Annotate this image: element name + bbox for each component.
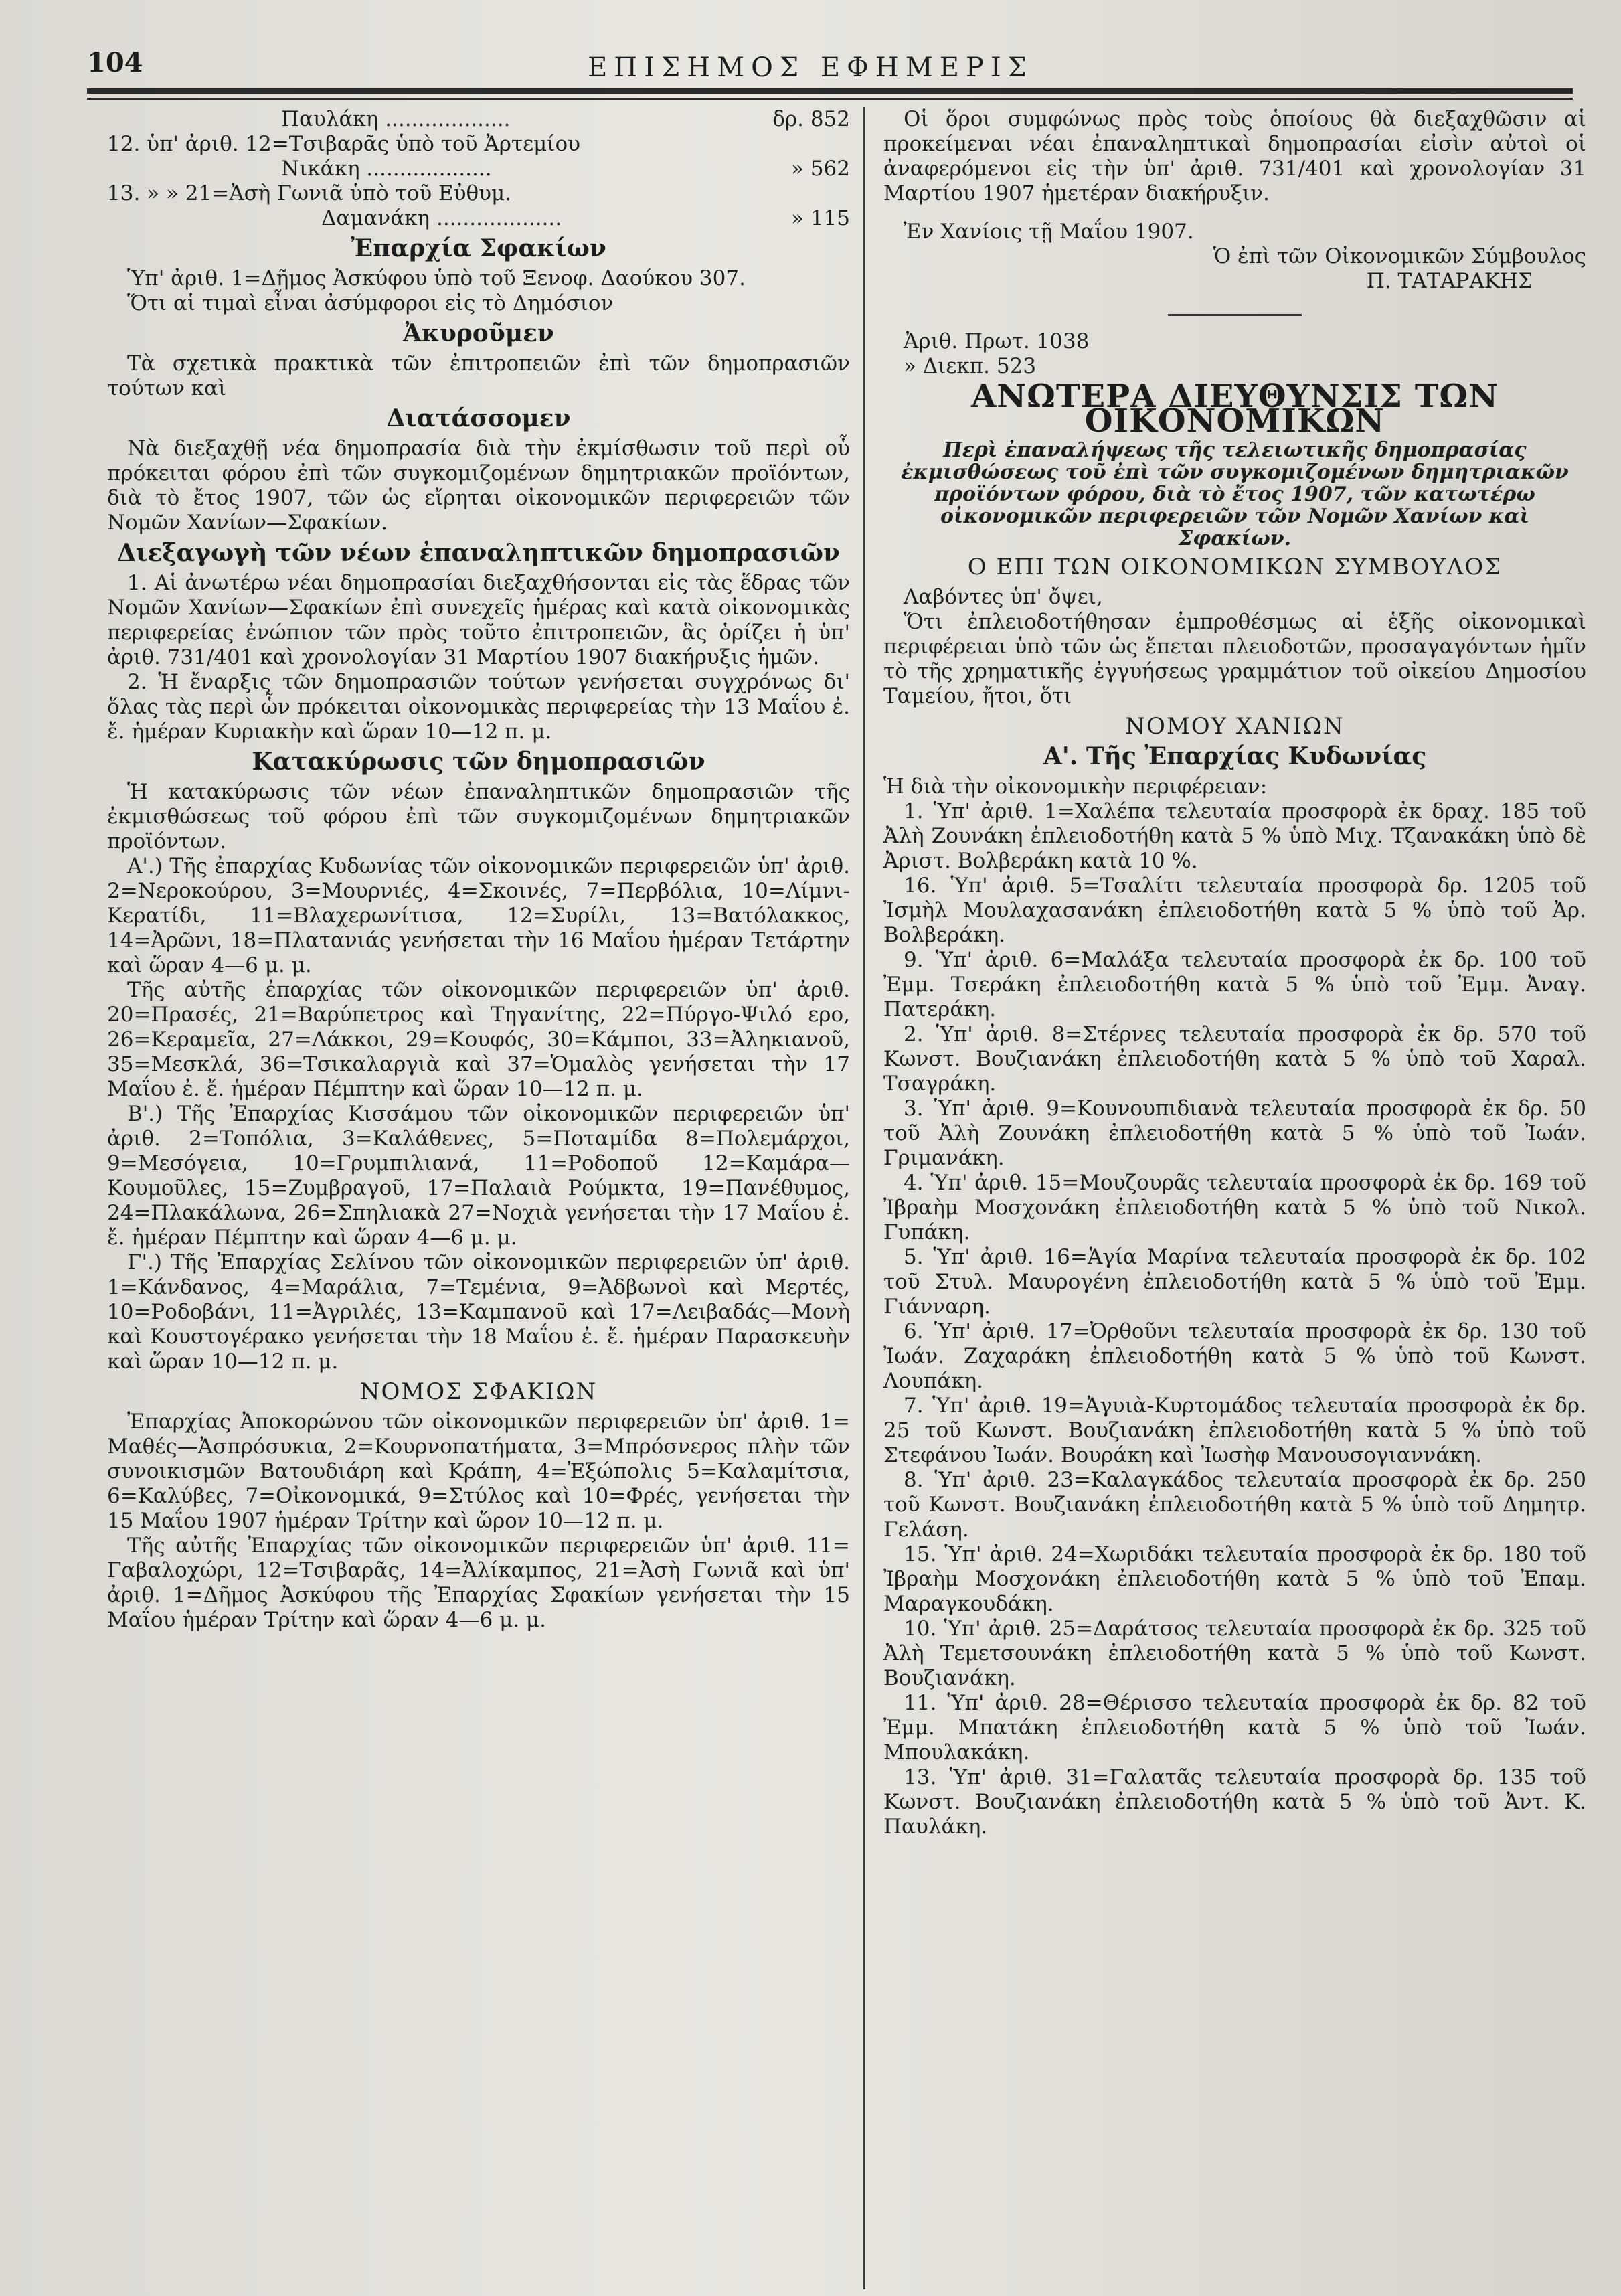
heading-nomos-sfakion: ΝΟΜΟΣ ΣΦΑΚΙΩΝ (359, 1378, 598, 1405)
heading-diatassomen: Διατάσσομεν (386, 404, 571, 432)
paragraph: Λαβόντες ὑπ' ὄψει, (904, 585, 1103, 609)
heading-akyroumen: Ἀκυροῦμεν (402, 319, 555, 347)
heading-diexagogi: Διεξαγωγὴ τῶν νέων ἐπαναληπτικῶν δημοπρασιῶν (117, 539, 840, 567)
paragraph: Α'.) Τῆς ἐπαρχίας Κυδωνίας τῶν οἰκονομικῶν περιφερειῶν ὑπ' ἀριθ. 2=Νεροκούρου, 3=Μουρνιές, 4=Σκοινές, 7=Περβόλια, 10=Λίμνι-Κερατίδι, 11=Βλαχερωνίτισα, 12=Συρίλι, 13=Βατόλακκος, 14=Ἀρῶνι, 18=Πλατανιάς γενήσεται τὴν 16 Μαΐου ἡμέραν Τετάρτην καὶ ὥραν 4—6 μ. μ. (107, 854, 850, 977)
page-number: 104 (87, 47, 143, 78)
list-item: 1. Ὑπ' ἀριθ. 1=Χαλέπα τελευταία προσφορὰ ἐκ δραχ. 185 τοῦ Ἀλὴ Ζουνάκη ἐπλειοδοτήθη κατὰ 5 % ὑπὸ Μιχ. Τζανακάκη ὑπὸ δὲ Ἀριστ. Βολβεράκη κατὰ 10 %. (883, 799, 1586, 873)
list-item: 7. Ὑπ' ἀριθ. 19=Ἀγυιὰ-Κυρτομάδος τελευταία προσφορὰ ἐκ δρ. 25 τοῦ Κωνστ. Βουζιανάκη ἐπλειοδοτήθη κατὰ 5 % ὑπὸ τοῦ Στεφάνου Ἰωάν. Βουράκη καὶ Ἰωσὴφ Μανουσογιαννάκη. (883, 1394, 1586, 1467)
paragraph: 2. Ἡ ἔναρξις τῶν δημοπρασιῶν τούτων γενήσεται συγχρόνως δι' ὅλας τὰς περὶ ὧν πρόκειται οἰκονομικὰς περιφερείας τὴν 13 Μαΐου ἐ. ἔ. ἡμέραν Κυριακὴν καὶ ὥραν 10—12 π. μ. (107, 670, 850, 744)
left-column (107, 107, 850, 1633)
list-item: 15. Ὑπ' ἀριθ. 24=Χωριδάκι τελευταία προσφορὰ ἐκ δρ. 180 τοῦ Ἰβραὴμ Μοσχονάκη ἐπλειοδοτήθη κατὰ 5 % ὑπὸ τοῦ Ἐπαμ. Μαραγκουδάκη. (883, 1542, 1586, 1616)
list-item: 2. Ὑπ' ἀριθ. 8=Στέρνες τελευταία προσφορὰ ἐκ δρ. 570 τοῦ Κωνστ. Βουζιανάκη ἐπλειοδοτήθη κατὰ 5 % ὑπὸ τοῦ Χαραλ. Τσαγράκη. (883, 1022, 1586, 1096)
paragraph: Ἡ διὰ τὴν οἰκονομικὴν περιφέρειαν: (883, 774, 1268, 799)
paragraph: Ὅτι αἱ τιμαὶ εἶναι ἀσύμφοροι εἰς τὸ Δημόσιον (127, 291, 614, 315)
list-item: 12. ὑπ' ἀριθ. 12=Τσιβαρᾶς ὑπὸ τοῦ Ἀρτεμίου (107, 132, 580, 156)
list-item: 9. Ὑπ' ἀριθ. 6=Μαλάξα τελευταία προσφορὰ ἐκ δρ. 100 τοῦ Ἐμμ. Τσεράκη ἐπλειοδοτήθη κατὰ 5 % ὑπὸ τοῦ Ἐμμ. Ἀναγ. Πατεράκη. (883, 948, 1586, 1021)
paragraph: 1. Αἱ ἀνωτέρω νέαι δημοπρασίαι διεξαχθήσονται εἰς τὰς ἕδρας τῶν Νομῶν Χανίων—Σφακίων ἐπὶ συνεχεῖς ἡμέρας καὶ κατὰ οἰκονομικὰς περιφερείας ἐνώπιον τῶν πρὸς τοῦτο ἐπιτροπειῶν, ἃς ὁρίζει ἡ ὑπ' ἀριθ. 731/401 καὶ χρονολογίαν 31 Μαρτίου 1907 διακήρυξις ἡμῶν. (107, 571, 850, 669)
date-line: Ἐν Χανίοις τῇ Μαΐου 1907. (904, 220, 1194, 244)
list-item: Παυλάκη ................... δρ. 852 (281, 107, 850, 131)
list-item: 6. Ὑπ' ἀριθ. 17=Ὀρθοῦνι τελευταία προσφορὰ ἐκ δρ. 130 τοῦ Ἰωάν. Ζαχαράκη ἐπλειοδοτήθη κατὰ 5 % ὑπὸ τοῦ Κωνστ. Λουπάκη. (883, 1319, 1586, 1393)
list-item: 16. Ὑπ' ἀριθ. 5=Τσαλίτι τελευταία προσφορὰ δρ. 1205 τοῦ Ἰσμὴλ Μουλαχασανάκη ἐπλειοδοτήθη κατὰ 5 % ὑπὸ τοῦ Ἀρ. Βολβεράκη. (883, 874, 1586, 947)
dispatch-number: » Διεκπ. 523 (904, 354, 1037, 378)
list-item: 13. Ὑπ' ἀριθ. 31=Γαλατᾶς τελευταία προσφορὰ δρ. 135 τοῦ Κωνστ. Βουζιανάκη ἐπλειοδοτήθη κατὰ 5 % ὑπὸ τοῦ Ἀντ. Κ. Παυλάκη. (883, 1765, 1586, 1839)
paragraph: Ἐπαρχίας Ἀποκορώνου τῶν οἰκονομικῶν περιφερειῶν ὑπ' ἀριθ. 1= Μαθές—Ἀσπρόσυκια, 2=Κουρνοπατήματα, 3=Μπρόσνερος πλὴν τῶν συνοικισμῶν Βατουδιάρη καὶ Κράπη, 4=Ἐξώπολις 5=Καλαμίτσια, 6=Καλύβες, 7=Οἰκονομικά, 9=Στύλος καὶ 10=Φρές, γενήσεται τὴν 15 Μαΐου 1907 ἡμέραν Τρίτην καὶ ὥρον 10—12 π. μ. (107, 1410, 850, 1533)
paragraph: Γ'.) Τῆς Ἐπαρχίας Σελίνου τῶν οἰκονομικῶν περιφερειῶν ὑπ' ἀριθ. 1=Κάνδανος, 4=Μαράλια, 7=Τεμένια, 9=Ἀδβωνοὶ καὶ Μερτές, 10=Ροδοβάνι, 11=Ἀγριλές, 13=Καμπανοῦ καὶ 17=Λειβαδάς—Μονὴ καὶ Κουστογέρακο γενήσεται τὴν 18 Μαΐου ἐ. ἔ. ἡμέραν Παρασκευὴν καὶ ὥραν 10—12 π. μ. (107, 1250, 850, 1374)
paragraph: Τῆς αὐτῆς ἐπαρχίας τῶν οἰκονομικῶν περιφερειῶν ὑπ' ἀριθ. 20=Πρασές, 21=Βαρύπετρος καὶ Τηγανίτης, 22=Πύργο-Ψιλό ερο, 26=Κεραμεῖα, 27=Λάκκοι, 29=Κουφός, 30=Κάμποι, 33=Ἀληκιανοῦ, 35=Μεσκλά, 36=Τσικαλαργιὰ καὶ 37=Ὁμαλὸς γενήσεται τὴν 17 Μαΐου ἐ. ἔ. ἡμέραν Πέμπτην καὶ ὥραν 10—12 π. μ. (107, 978, 850, 1101)
header-rule-thin (87, 98, 1573, 100)
protocol-number: Ἀριθ. Πρωτ. 1038 (904, 329, 1090, 353)
list-item: 3. Ὑπ' ἀριθ. 9=Κουνουπιδιανὰ τελευταία προσφορὰ ἐκ δρ. 50 τοῦ Ἀλὴ Ζουνάκη ἐπλειοδοτήθη κατὰ 5 % ὑπὸ τοῦ Ἰωάν. Γριμανάκη. (883, 1096, 1586, 1170)
paragraph: Οἱ ὅροι συμφώνως πρὸς τοὺς ὁποίους θὰ διεξαχθῶσιν αἱ προκείμεναι νέαι ἐπαναληπτικαὶ δημοπρασίαι εἰσὶν αὐτοὶ οἱ ἀναφερόμενοι εἰς τὴν ὑπ' ἀριθ. 731/401 καὶ χρονολογίαν 31 Μαρτίου 1907 ἡμετέραν διακήρυξιν. (883, 107, 1586, 206)
paragraph: Τῆς αὐτῆς Ἐπαρχίας τῶν οἰκονομικῶν περιφερειῶν ὑπ' ἀριθ. 11= Γαβαλοχώρι, 12=Τσιβαρᾶς, 14=Ἀλίκαμπος, 21=Ἀσὴ Γωνιᾶ καὶ ὑπ' ἀριθ. 1=Δῆμος Ἀσκύφου τῆς Ἐπαρχίας Σφακίων γενήσεται τὴν 15 Μαΐου ἡμέραν Τρίτην καὶ ὥραν 4—6 μ. μ. (107, 1534, 850, 1632)
subheading: Περὶ ἐπαναλήψεως τῆς τελειωτικῆς δημοπρασίας ἐκμισθώσεως τοῦ ἐπὶ τῶν συγκομιζομένων δημητριακῶν προϊόντων φόρου, διὰ τὸ ἔτος 1907, τῶν κατωτέρω οἰκονομικῶν περιφερειῶν τῶν Νομῶν Χανίων καὶ Σφακίων. (901, 438, 1569, 550)
list-item: 10. Ὑπ' ἀριθ. 25=Δαράτσος τελευταία προσφορὰ ἐκ δρ. 325 τοῦ Ἀλὴ Τεμετσουνάκη ἐπλειοδοτήθη κατὰ 5 % ὑπὸ τοῦ Κωνστ. Βουζιανάκη. (883, 1617, 1586, 1690)
paragraph: Νὰ διεξαχθῇ νέα δημοπρασία διὰ τὴν ἐκμίσθωσιν τοῦ περὶ οὗ πρόκειται φόρου ἐπὶ τῶν συγκομιζομένων δημητριακῶν προϊόντων, διὰ τὸ ἔτος 1907, τῶν ὡς εἴρηται οἰκονομικῶν περιφερειῶν τῶν Νομῶν Χανίων—Σφακίων. (107, 436, 850, 535)
heading-kydonia: Α'. Τῆς Ἐπαρχίας Κυδωνίας (1043, 742, 1427, 770)
list-item: Δαμανάκη ................... » 115 (321, 206, 850, 230)
paragraph: Ὅτι ἐπλειοδοτήθησαν ἐμπροθέσμως αἱ ἑξῆς οἰκονομικαὶ περιφέρειαι ὑπὸ τῶν ὡς ἔπεται πλειοδοτῶν, προσαγαγόντων ἡμῖν τὸ τῆς χρηματικῆς ἐγγυήσεως γραμμάτιον τοῦ οἰκείου Δημοσίου Ταμείου, ἤτοι, ὅτι (883, 610, 1586, 708)
heading-katakyrosis: Κατακύρωσις τῶν δημοπρασιῶν (252, 748, 705, 776)
heading-main: ΑΝΩΤΕΡΑ ΔΙΕΥΘΥΝΣΙΣ ΤΩΝ ΟΙΚΟΝΟΜΙΚΩΝ (970, 378, 1499, 440)
entries-list (883, 799, 1586, 1839)
signature-name: Π. ΤΑΤΑΡΑΚΗΣ (1366, 269, 1533, 293)
list-item: Νικάκη ................... » 562 (281, 157, 850, 181)
header-rule (87, 88, 1573, 94)
list-item: 13. » » 21=Ἀσὴ Γωνιᾶ ὑπὸ τοῦ Εὐθυμ. (107, 181, 512, 206)
page-title: ΕΠΙΣΗΜΟΣ ΕΦΗΜΕΡΙΣ (588, 52, 1033, 83)
heading-sfakia: Ἐπαρχία Σφακίων (351, 234, 606, 262)
paragraph: Ὑπ' ἀριθ. 1=Δῆμος Ἀσκύφου ὑπὸ τοῦ Ξενοφ. Δαούκου 307. (127, 266, 746, 291)
signature-title: Ὁ ἐπὶ τῶν Οἰκονομικῶν Σύμβουλος (1213, 244, 1586, 268)
separator-rule (1168, 314, 1302, 316)
paragraph: Β'.) Τῆς Ἐπαρχίας Κισσάμου τῶν οἰκονομικῶν περιφερειῶν ὑπ' ἀριθ. 2=Τοπόλια, 3=Καλάθενες, 5=Ποταμίδα 8=Πολεμάρχοι, 9=Μεσόγεια, 10=Γρυμπιλιανά, 11=Ροδοποῦ 12=Καμάρα—Κουμοῦλες, 15=Ζυμβραγοῦ, 17=Παλαιὰ Ρούμκτα, 19=Πανέθυμος, 24=Πλακάλωνα, 26=Σπηλιακὰ 27=Νοχιὰ γενήσεται τὴν 17 Μαΐου ἐ. ἔ. ἡμέραν Πέμπτην καὶ ὥραν 4—6 μ. μ. (107, 1102, 850, 1250)
heading-nomos-chanion: ΝΟΜΟΥ ΧΑΝΙΩΝ (1125, 713, 1345, 740)
list-item: 11. Ὑπ' ἀριθ. 28=Θέρισσο τελευταία προσφορὰ ἐκ δρ. 82 τοῦ Ἐμμ. Μπατάκη ἐπλειοδοτήθη κατὰ 5 % ὑπὸ τοῦ Ἰωάν. Μπουλακάκη. (883, 1691, 1586, 1765)
column-divider (863, 107, 865, 2289)
list-item: 4. Ὑπ' ἀριθ. 15=Μουζουρᾶς τελευταία προσφορὰ ἐκ δρ. 169 τοῦ Ἰβραὴμ Μοσχονάκη ἐπλειοδοτήθη κατὰ 5 % ὑπὸ τοῦ Νικολ. Γυπάκη. (883, 1171, 1586, 1244)
list-item: 5. Ὑπ' ἀριθ. 16=Ἁγία Μαρίνα τελευταία προσφορὰ ἐκ δρ. 102 τοῦ Στυλ. Μαυρογένη ἐπλειοδοτήθη κατὰ 5 % ὑπὸ τοῦ Ἐμμ. Γιάνναρη. (883, 1245, 1586, 1319)
right-column (883, 107, 1586, 1839)
heading-symvoulos: Ο ΕΠΙ ΤΩΝ ΟΙΚΟΝΟΜΙΚΩΝ ΣΥΜΒΟΥΛΟΣ (967, 554, 1503, 580)
list-item: 8. Ὑπ' ἀριθ. 23=Καλαγκάδος τελευταία προσφορὰ ἐκ δρ. 250 τοῦ Κωνστ. Βουζιανάκη ἐπλειοδοτήθη κατὰ 5 % ὑπὸ τοῦ Δημητρ. Γελάση. (883, 1468, 1586, 1542)
paragraph: Τὰ σχετικὰ πρακτικὰ τῶν ἐπιτροπειῶν ἐπὶ τῶν δημοπρασιῶν τούτων καὶ (107, 351, 850, 400)
paragraph: Ἡ κατακύρωσις τῶν νέων ἐπαναληπτικῶν δημοπρασιῶν τῆς ἐκμισθώσεως τοῦ φόρου ἐπὶ τῶν συγκομιζομένων δημητριακῶν προϊόντων. (107, 780, 850, 853)
